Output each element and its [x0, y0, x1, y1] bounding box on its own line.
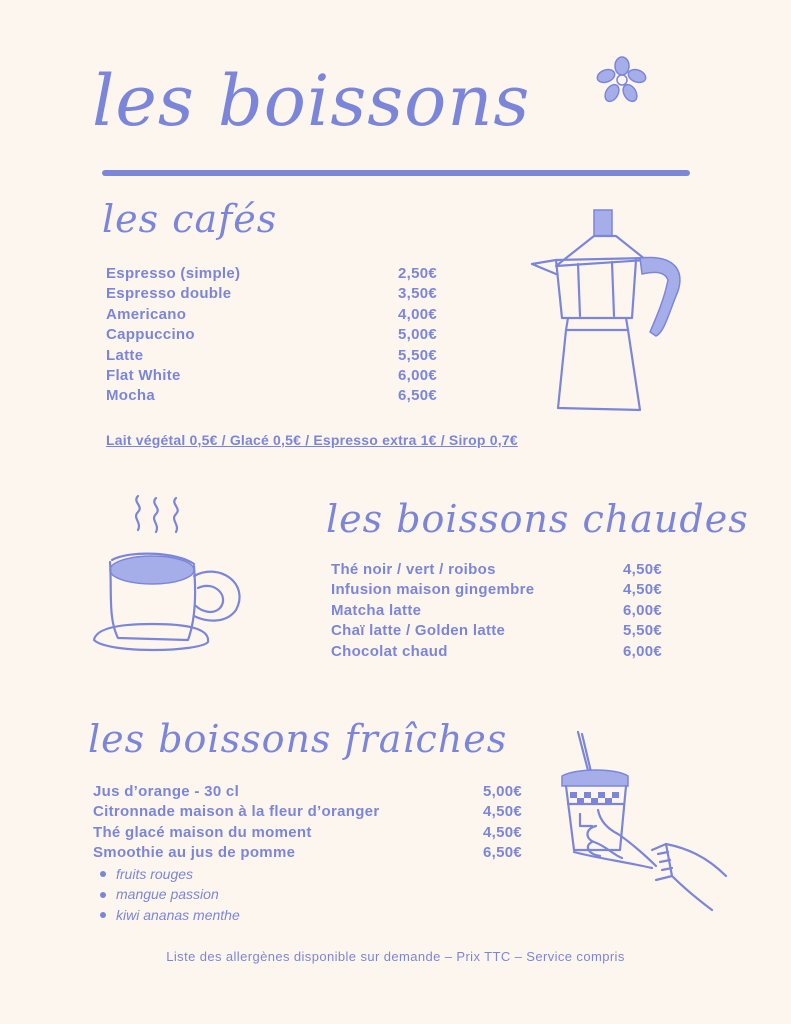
- item-name: Chaï latte / Golden latte: [331, 622, 506, 640]
- list-item: [106, 325, 466, 345]
- item-price: 5,00€: [483, 783, 523, 800]
- fraiches-list: [93, 782, 543, 864]
- list-item: [331, 580, 681, 600]
- bullet-icon: [100, 892, 106, 898]
- item-name: Espresso double: [106, 285, 232, 303]
- list-item: [331, 601, 681, 621]
- item-name: Smoothie au jus de pomme: [93, 844, 296, 862]
- moka-pot-icon: [528, 208, 688, 414]
- item-name: Cappuccino: [106, 326, 195, 344]
- item-price: 4,50€: [623, 581, 663, 599]
- item-name: Thé noir / vert / roibos: [331, 561, 496, 578]
- item-name: Espresso (simple): [106, 265, 241, 282]
- item-name: Matcha latte: [331, 601, 422, 619]
- item-name: Infusion maison gingembre: [331, 581, 535, 599]
- item-price: 6,50€: [483, 844, 523, 862]
- footer-note: Liste des allergènes disponible sur demande – Prix TTC – Service compris: [166, 949, 625, 964]
- item-name: Mocha: [106, 387, 156, 405]
- item-price: 2,50€: [398, 265, 438, 282]
- list-item: [331, 560, 681, 580]
- item-name: Latte: [106, 346, 144, 364]
- item-price: 4,50€: [623, 561, 663, 578]
- flavor-label: fruits rouges: [116, 866, 194, 882]
- smoothie-flavors: [100, 864, 240, 925]
- list-item: [100, 884, 240, 904]
- list-item: [93, 802, 543, 822]
- list-item: [106, 386, 466, 406]
- item-price: 5,50€: [623, 622, 663, 640]
- iced-drink-icon: [556, 730, 732, 916]
- item-price: 4,00€: [398, 305, 438, 323]
- list-item: [331, 621, 681, 641]
- list-item: [106, 305, 466, 325]
- cafes-extras: Lait végétal 0,5€ / Glacé 0,5€ / Espresso extra 1€ / Sirop 0,7€: [106, 432, 518, 448]
- item-price: 5,50€: [398, 346, 438, 364]
- list-item: [106, 366, 466, 386]
- item-name: Thé glacé maison du moment: [93, 823, 312, 841]
- item-name: Jus d’orange - 30 cl: [93, 783, 240, 800]
- item-name: Chocolat chaud: [331, 642, 448, 660]
- bullet-icon: [100, 912, 106, 918]
- list-item: [100, 864, 240, 884]
- list-item: [100, 905, 240, 925]
- item-name: Flat White: [106, 367, 181, 385]
- list-item: [93, 823, 543, 843]
- item-price: 3,50€: [398, 285, 438, 303]
- item-price: 5,00€: [398, 326, 438, 344]
- flower-icon: [594, 56, 650, 104]
- bullet-icon: [100, 871, 106, 877]
- title-divider: [102, 170, 690, 176]
- item-price: 4,50€: [483, 803, 523, 821]
- section-title-fraiches: les boissons fraîches: [88, 717, 508, 761]
- list-item: [106, 346, 466, 366]
- list-item: [106, 264, 466, 284]
- item-name: Citronnade maison à la fleur d’oranger: [93, 803, 380, 821]
- chaudes-list: [331, 560, 681, 662]
- flavor-label: kiwi ananas menthe: [116, 906, 240, 923]
- item-price: 6,00€: [398, 367, 438, 385]
- item-price: 6,00€: [623, 642, 663, 660]
- cafes-list: [106, 264, 466, 407]
- item-price: 6,00€: [623, 601, 663, 619]
- item-price: 6,50€: [398, 387, 438, 405]
- section-title-cafes: les cafés: [102, 197, 278, 241]
- list-item: [93, 843, 543, 863]
- flavor-label: mangue passion: [116, 886, 219, 903]
- list-item: [93, 782, 543, 802]
- coffee-cup-icon: [90, 492, 250, 660]
- list-item: [331, 642, 681, 662]
- section-title-chaudes: les boissons chaudes: [326, 497, 749, 541]
- item-price: 4,50€: [483, 823, 523, 841]
- list-item: [106, 284, 466, 304]
- item-name: Americano: [106, 305, 187, 323]
- page-title: les boissons: [92, 60, 531, 142]
